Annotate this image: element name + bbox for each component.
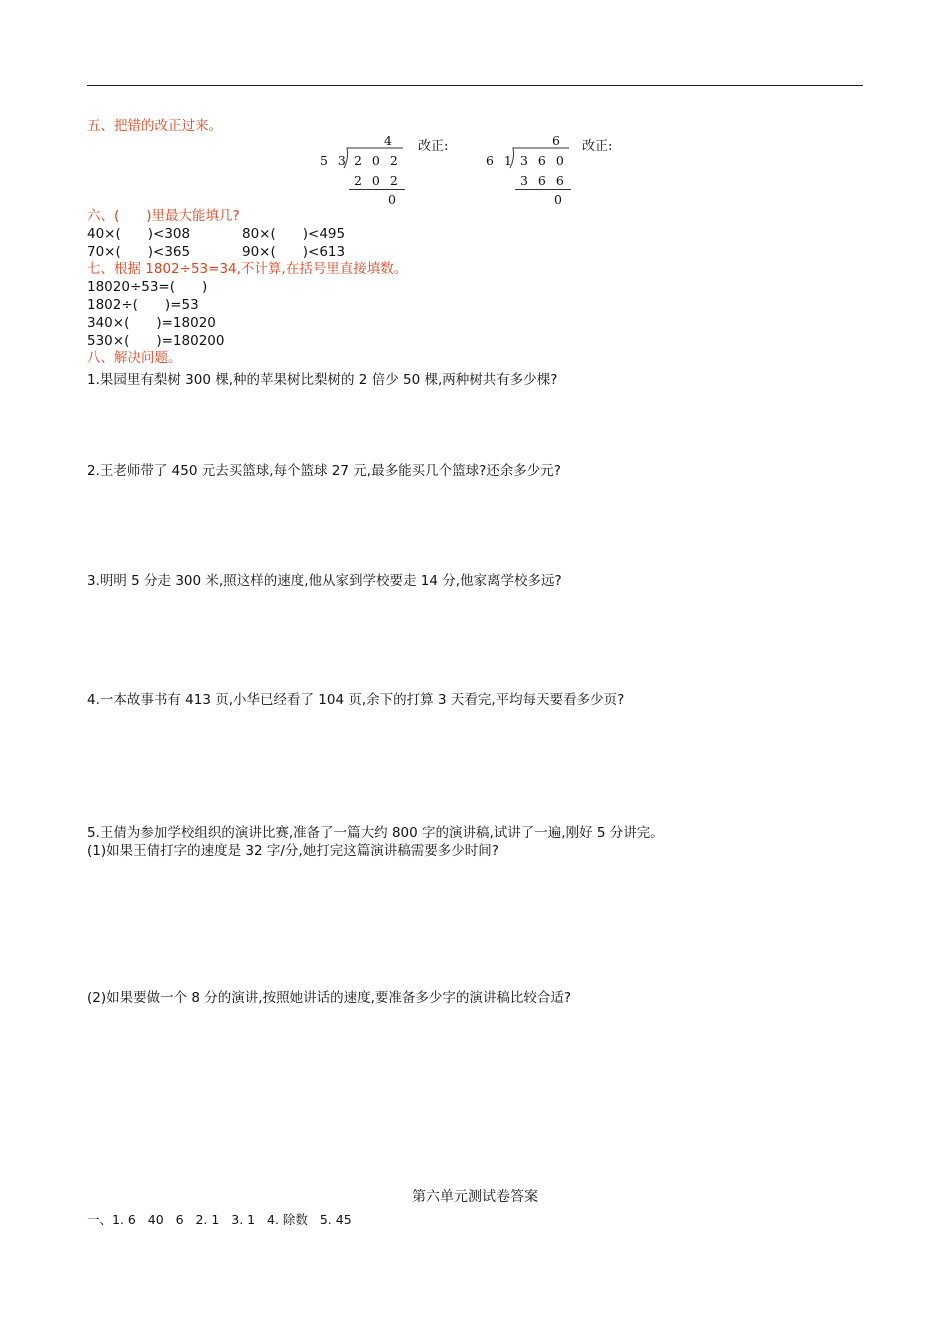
- inequality-item: 90×( )<613: [242, 244, 346, 260]
- section6-heading: 六、( )里最大能填几?: [87, 208, 240, 224]
- inequality-item: 80×( )<495: [242, 226, 346, 242]
- section8-heading: 八、解决问题。: [87, 350, 182, 366]
- quotient-2: 6: [552, 133, 563, 148]
- quotient-1: 4: [384, 133, 395, 148]
- answer-key-line: 一、1. 6 40 6 2. 1 3. 1 4. 除数 5. 45: [87, 1212, 352, 1227]
- word-problem-1: 1.果园里有梨树 300 棵,种的苹果树比梨树的 2 倍少 50 棵,两种树共有多少棵?: [87, 372, 558, 388]
- fill-blank-item: 18020÷53=( ): [87, 279, 208, 295]
- word-problem-4: 4.一本故事书有 413 页,小华已经看了 104 页,余下的打算 3 天看完,平均每天要看多少页?: [87, 692, 625, 708]
- top-rule: [87, 85, 863, 86]
- dividend-2: 3 6 0: [520, 153, 567, 168]
- fix-label-2: 改正:: [582, 139, 613, 154]
- word-problem-5-part-1: (1)如果王倩打字的速度是 32 字/分,她打完这篇演讲稿需要多少时间?: [87, 843, 499, 859]
- word-problem-5-part-2: (2)如果要做一个 8 分的演讲,按照她讲话的速度,要准备多少字的演讲稿比较合适?: [87, 990, 572, 1006]
- remainder-1: 0: [388, 192, 399, 207]
- subtraction-line-1: [349, 189, 405, 190]
- divisor-2: 6 1: [486, 153, 515, 168]
- inequality-item: 40×( )<308: [87, 226, 191, 242]
- section7-heading: 七、根据 1802÷53=34,不计算,在括号里直接填数。: [87, 261, 408, 277]
- product-1: 2 0 2: [354, 173, 401, 188]
- fix-label-1: 改正:: [418, 139, 449, 154]
- fill-blank-item: 1802÷( )=53: [87, 297, 199, 313]
- word-problem-2: 2.王老师带了 450 元去买篮球,每个篮球 27 元,最多能买几个篮球?还余多少元?: [87, 463, 561, 479]
- word-problem-5: 5.王倩为参加学校组织的演讲比赛,准备了一篇大约 800 字的演讲稿,试讲了一遍,刚好 5 分讲完。: [87, 825, 664, 841]
- fill-blank-item: 340×( )=18020: [87, 315, 216, 331]
- inequality-item: 70×( )<365: [87, 244, 191, 260]
- product-2: 3 6 6: [520, 173, 567, 188]
- answer-key-title: 第六单元测试卷答案: [412, 1189, 538, 1205]
- section5-heading: 五、把错的改正过来。: [87, 118, 222, 134]
- subtraction-line-2: [515, 189, 571, 190]
- word-problem-3: 3.明明 5 分走 300 米,照这样的速度,他从家到学校要走 14 分,他家离学校多远?: [87, 573, 562, 589]
- dividend-1: 2 0 2: [354, 153, 401, 168]
- fill-blank-item: 530×( )=180200: [87, 333, 225, 349]
- remainder-2: 0: [554, 192, 565, 207]
- divisor-1: 5 3: [320, 153, 349, 168]
